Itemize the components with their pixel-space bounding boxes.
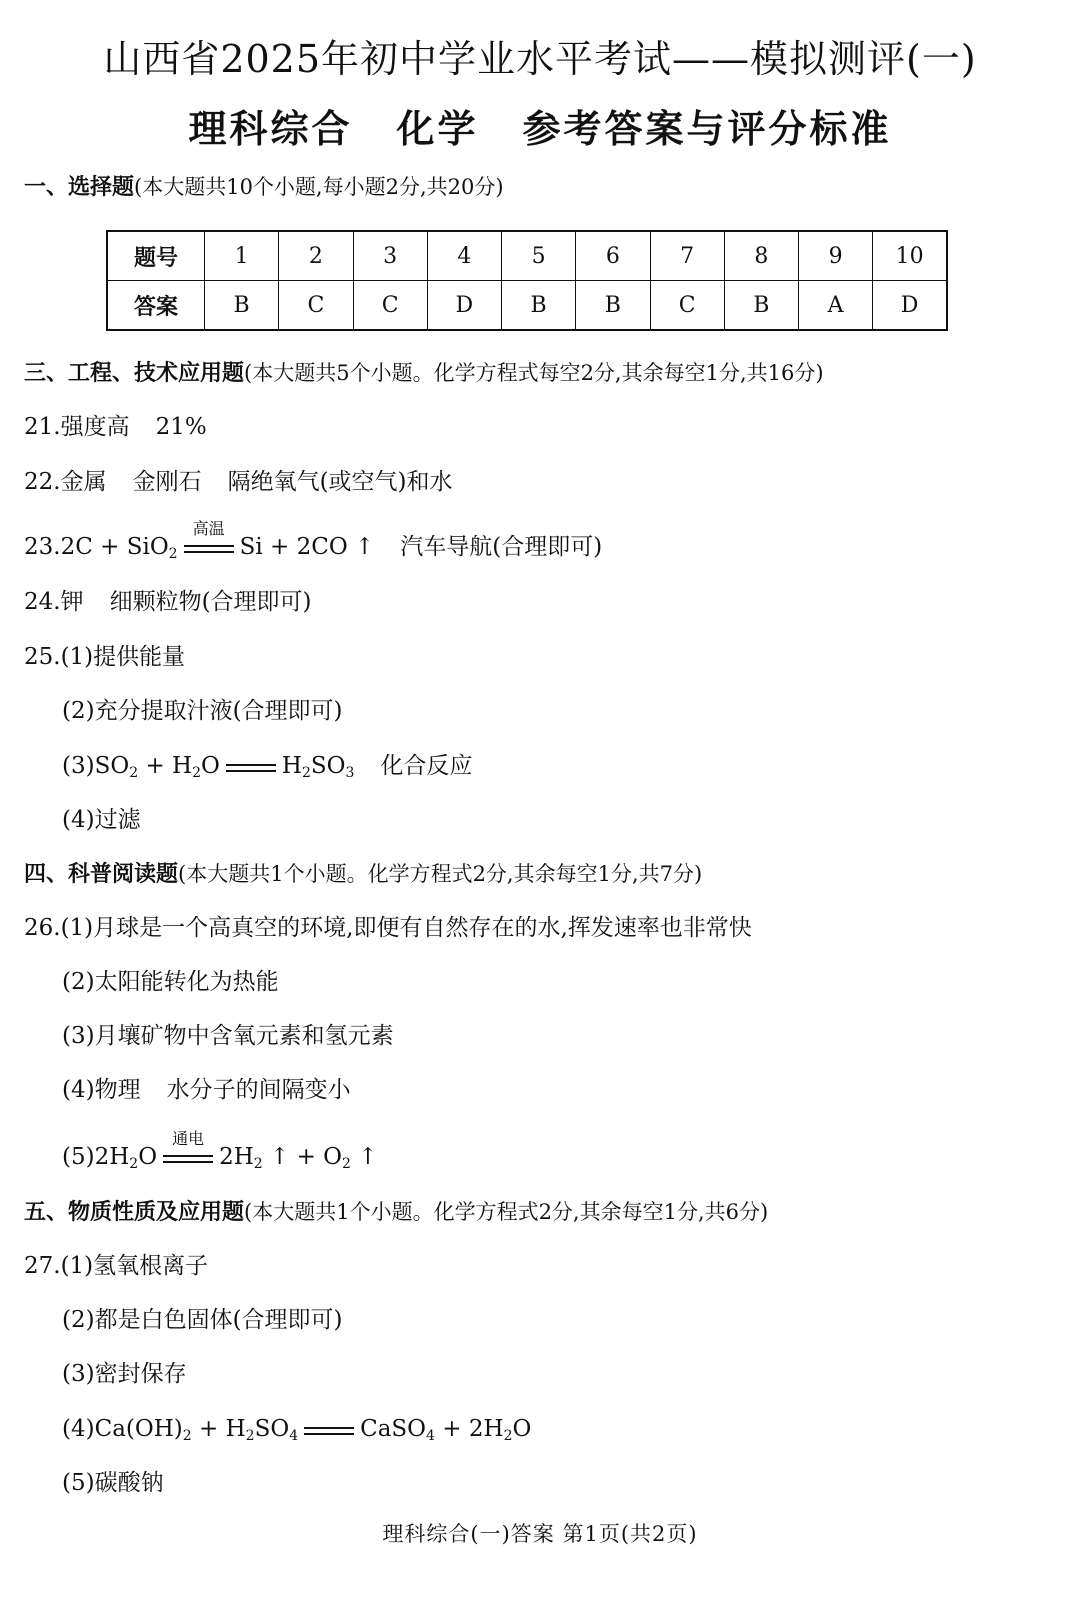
section1-heading <box>24 172 504 203</box>
table-cell-answer: B <box>724 281 798 331</box>
answer-text: 金刚石 <box>132 469 202 495</box>
equation-right: $2H_2$ ↑ + $O_2$ ↑ <box>219 1144 378 1172</box>
answer-q22 <box>24 467 453 497</box>
equation-left: 2C + SiO$_2$ <box>60 534 178 562</box>
answer-text: 21% <box>155 414 207 440</box>
reaction-arrow <box>302 1418 356 1442</box>
answer-q21 <box>24 412 207 442</box>
answer-text: (1)提供能量 <box>60 644 186 670</box>
answer-text: 化合反应 <box>380 753 473 779</box>
section1-note: (本大题共10个小题,每小题2分,共20分) <box>134 175 504 199</box>
choice-answer-table <box>106 230 948 331</box>
table-header-number: 题号 <box>107 231 205 281</box>
page-footer: 理科综合(一)答案 第1页(共2页) <box>382 1522 698 1546</box>
reaction-arrow <box>161 1129 215 1170</box>
equation-right: $H_2SO_3$ <box>281 753 355 781</box>
table-cell-answer: C <box>353 281 427 331</box>
answer-text: 水分子的间隔变小 <box>166 1077 351 1103</box>
answer-q27-1 <box>24 1251 208 1281</box>
equation-left: $SO_2 + H_2O$ <box>94 753 220 781</box>
table-cell-number: 5 <box>502 231 576 281</box>
table-cell-number: 7 <box>650 231 724 281</box>
answer-q25-3: $(3)SO_2 + H_2O$ $H_2SO_3$ 化合反应 <box>62 753 473 781</box>
answer-text: 汽车导航(合理即可) <box>400 534 603 560</box>
section5-title: 五、物质性质及应用题 <box>24 1200 245 1225</box>
table-cell-answer: C <box>279 281 353 331</box>
section5-note: (本大题共1个小题。化学方程式2分,其余每空1分,共6分) <box>244 1200 769 1224</box>
answer-q23 <box>24 519 603 569</box>
question-number: 22. <box>24 469 61 495</box>
reaction-arrow <box>182 519 236 560</box>
equation-left: $Ca(OH)_2 + H_2SO_4$ <box>94 1416 299 1444</box>
answer-q27-3: (3)密封保存 <box>62 1361 187 1387</box>
equation-right: Si + 2CO ↑ <box>239 534 375 560</box>
reaction-condition: 高温 <box>192 519 225 538</box>
equation-right: CaSO$_4$ + $2H_2O$ <box>360 1416 532 1444</box>
table-cell-answer: B <box>502 281 576 331</box>
reaction-arrow <box>224 755 278 779</box>
answer-text: 强度高 <box>60 414 130 440</box>
table-cell-number: 4 <box>427 231 501 281</box>
section3-heading <box>24 358 824 389</box>
answer-q26-5: $(5)2H_2O$ 通电 $2H_2$ ↑ + $O_2$ ↑ <box>62 1142 378 1179</box>
table-cell-number: 3 <box>353 231 427 281</box>
section3-title: 三、工程、技术应用题 <box>24 361 245 386</box>
answer-q27-2: (2)都是白色固体(合理即可) <box>62 1307 343 1333</box>
section4-title: 四、科普阅读题 <box>24 862 179 887</box>
table-cell-answer: D <box>427 281 501 331</box>
question-number: 27. <box>24 1253 61 1279</box>
answer-text: 金属 <box>60 469 107 495</box>
table-cell-number: 8 <box>724 231 798 281</box>
answer-q26-3: (3)月壤矿物中含氧元素和氢元素 <box>62 1023 394 1049</box>
table-row-question-numbers <box>107 231 947 281</box>
answer-text: 细颗粒物(合理即可) <box>109 589 312 615</box>
answer-q24 <box>24 587 312 617</box>
table-cell-number: 1 <box>205 231 279 281</box>
question-number: 23. <box>24 534 61 560</box>
table-cell-number: 6 <box>576 231 650 281</box>
answer-q27-4: $(4)Ca(OH)_2 + H_2SO_4$ CaSO$_4$ + $2H_2O$ <box>62 1416 532 1444</box>
table-cell-answer: A <box>799 281 873 331</box>
table-cell-answer: D <box>873 281 947 331</box>
question-number: 21. <box>24 414 61 440</box>
table-cell-answer: B <box>205 281 279 331</box>
answer-q25-1 <box>24 642 185 672</box>
answer-q25-2: (2)充分提取汁液(合理即可) <box>62 698 343 724</box>
section5-heading <box>24 1197 768 1228</box>
question-number: 25. <box>24 644 61 670</box>
table-cell-number: 10 <box>873 231 947 281</box>
document-title: 山西省2025年初中学业水平考试——模拟测评(一) <box>103 37 977 81</box>
section1-title: 一、选择题 <box>24 175 135 200</box>
equation-left: $2H_2O$ <box>94 1144 158 1172</box>
table-cell-answer: B <box>576 281 650 331</box>
answer-q25-4: (4)过滤 <box>62 807 141 833</box>
answer-q26-4: (4)物理 水分子的间隔变小 <box>62 1077 351 1103</box>
section4-note: (本大题共1个小题。化学方程式2分,其余每空1分,共7分) <box>178 862 703 886</box>
answer-text: 钾 <box>60 589 84 615</box>
answer-q26-2: (2)太阳能转化为热能 <box>62 969 279 995</box>
table-cell-number: 2 <box>279 231 353 281</box>
table-cell-answer: C <box>650 281 724 331</box>
answer-q26-1 <box>24 913 752 943</box>
question-number: 26. <box>24 915 61 941</box>
section4-heading <box>24 859 702 890</box>
answer-text: (1)月球是一个高真空的环境,即便有自然存在的水,挥发速率也非常快 <box>60 915 752 941</box>
question-number: 24. <box>24 589 61 615</box>
table-row-answers <box>107 281 947 331</box>
answer-q27-5: (5)碳酸钠 <box>62 1470 164 1496</box>
subtitle-chemistry: 化学 <box>396 107 479 151</box>
table-header-answer: 答案 <box>107 281 205 331</box>
subtitle-subject: 理科综合 <box>188 107 353 151</box>
answer-text: 隔绝氧气(或空气)和水 <box>227 469 453 495</box>
reaction-condition: 通电 <box>172 1129 205 1148</box>
answer-text: (1)氢氧根离子 <box>60 1253 209 1279</box>
section3-note: (本大题共5个小题。化学方程式每空2分,其余每空1分,共16分) <box>244 361 824 385</box>
subtitle-answer-standard: 参考答案与评分标准 <box>522 107 892 151</box>
table-cell-number: 9 <box>799 231 873 281</box>
document-subtitle <box>0 98 1080 153</box>
